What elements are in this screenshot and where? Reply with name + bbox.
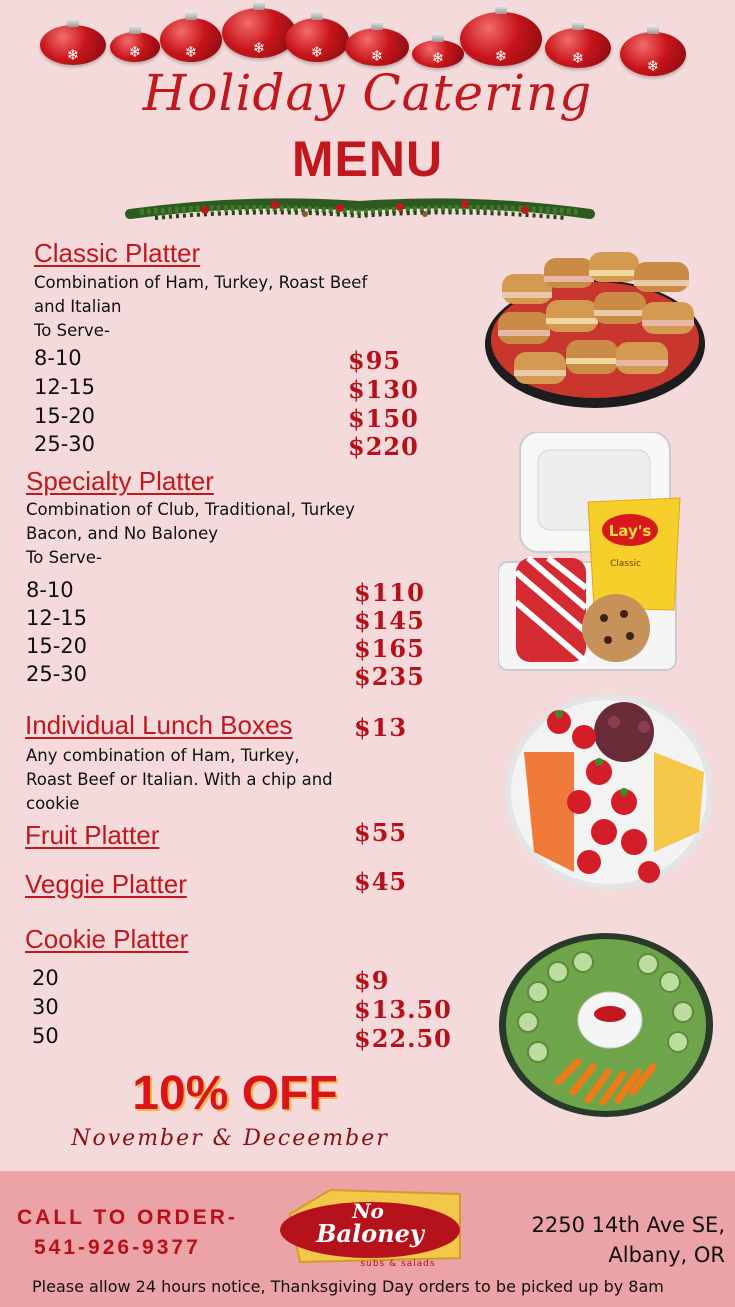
veggie-platter-heading: Veggie Platter (25, 869, 187, 899)
discount-months: November & Deceember (71, 1126, 389, 1151)
serving-size: 20 (32, 966, 59, 990)
pine-garland-icon (125, 192, 595, 232)
serving-size: 12-15 (26, 606, 88, 630)
lunch-box-image (498, 432, 690, 672)
ornament-icon: ❄ (160, 18, 222, 62)
price: $165 (354, 634, 425, 663)
logo-tagline: subs & salads (360, 1259, 436, 1269)
price: $22.50 (354, 1024, 452, 1053)
classic-platter-desc (34, 271, 367, 343)
serving-size: 12-15 (34, 375, 96, 399)
serving-size: 8-10 (26, 578, 74, 602)
cookie-platter-heading: Cookie Platter (25, 924, 189, 954)
address-line: Albany, OR (608, 1243, 725, 1267)
serving-size: 25-30 (34, 432, 96, 456)
price: $9 (354, 966, 390, 995)
chip-bag-brand: Lay's (608, 522, 652, 540)
lunch-desc-line: cookie (26, 794, 80, 813)
lunch-desc-line: Roast Beef or Italian. With a chip and (26, 770, 333, 789)
classic-desc-line: and Italian (34, 297, 122, 316)
logo-line1: No (352, 1199, 384, 1223)
specialty-platter-desc (26, 498, 355, 570)
chip-bag-flavor: Classic (610, 559, 642, 569)
fruit-platter-heading: Fruit Platter (25, 820, 160, 850)
logo-shape (270, 1180, 470, 1272)
specialty-desc-line: Combination of Club, Traditional, Turkey (26, 500, 355, 519)
price-row (34, 432, 464, 461)
price-row (26, 634, 456, 663)
serving-size: 50 (32, 1024, 59, 1048)
price-row (34, 404, 464, 433)
specialty-desc-line: Bacon, and No Baloney (26, 524, 218, 543)
ornament-icon: ❄ (40, 25, 106, 65)
price: $145 (354, 606, 425, 635)
price: $150 (348, 404, 419, 433)
title-holiday-catering: Holiday Catering (142, 64, 593, 122)
price-row (34, 375, 464, 404)
logo-line2: Baloney (316, 1219, 424, 1248)
price-row (26, 578, 456, 607)
serving-size: 8-10 (34, 346, 82, 370)
price: $110 (354, 578, 425, 607)
ornament-icon: ❄ (460, 12, 542, 66)
lunch-boxes-heading: Individual Lunch Boxes (25, 710, 293, 740)
ornament-garland (0, 0, 735, 75)
address-line: 2250 14th Ave SE, (531, 1213, 725, 1237)
ornament-icon: ❄ (285, 18, 349, 62)
ornament-icon: ❄ (222, 8, 296, 58)
no-baloney-logo (270, 1180, 470, 1272)
price-row (26, 662, 456, 691)
price-row (32, 1024, 462, 1053)
ornament-icon: ❄ (412, 40, 464, 68)
classic-platter-heading: Classic Platter (34, 238, 201, 268)
price-row (32, 966, 462, 995)
price-row (32, 995, 462, 1024)
price: $130 (348, 375, 419, 404)
specialty-serve-label: To Serve- (26, 548, 102, 567)
price: $13.50 (354, 995, 452, 1024)
serving-size: 25-30 (26, 662, 88, 686)
price: $95 (348, 346, 402, 375)
ornament-icon: ❄ (110, 32, 160, 62)
price-row (34, 346, 464, 375)
lunch-boxes-desc (26, 744, 333, 816)
fruit-platter-price: $55 (354, 818, 408, 847)
title-menu: MENU (291, 131, 444, 187)
phone-number[interactable]: 541-926-9377 (34, 1236, 201, 1259)
serving-size: 15-20 (34, 404, 96, 428)
order-notice: Please allow 24 hours notice, Thanksgiving Day orders to be picked up by 8am (32, 1277, 664, 1296)
lunch-boxes-price: $13 (354, 713, 408, 742)
fruit-platter-image (504, 692, 714, 892)
classic-serve-label: To Serve- (34, 321, 110, 340)
serving-size: 15-20 (26, 634, 88, 658)
ornament-icon: ❄ (620, 32, 686, 76)
veggie-platter-price: $45 (354, 867, 408, 896)
address (485, 1210, 725, 1270)
discount-banner: 10% OFF (132, 1067, 338, 1120)
ornament-icon: ❄ (545, 28, 611, 68)
serving-size: 30 (32, 995, 59, 1019)
ornament-icon: ❄ (345, 28, 409, 66)
veggie-platter-image (498, 932, 714, 1118)
price: $220 (348, 432, 419, 461)
price: $235 (354, 662, 425, 691)
lunch-desc-line: Any combination of Ham, Turkey, (26, 746, 300, 765)
classic-desc-line: Combination of Ham, Turkey, Roast Beef (34, 273, 368, 292)
price-row (26, 606, 456, 635)
sandwich-platter-image (484, 244, 706, 410)
specialty-platter-heading: Specialty Platter (26, 466, 214, 496)
call-to-order-label: CALL TO ORDER- (17, 1206, 238, 1229)
